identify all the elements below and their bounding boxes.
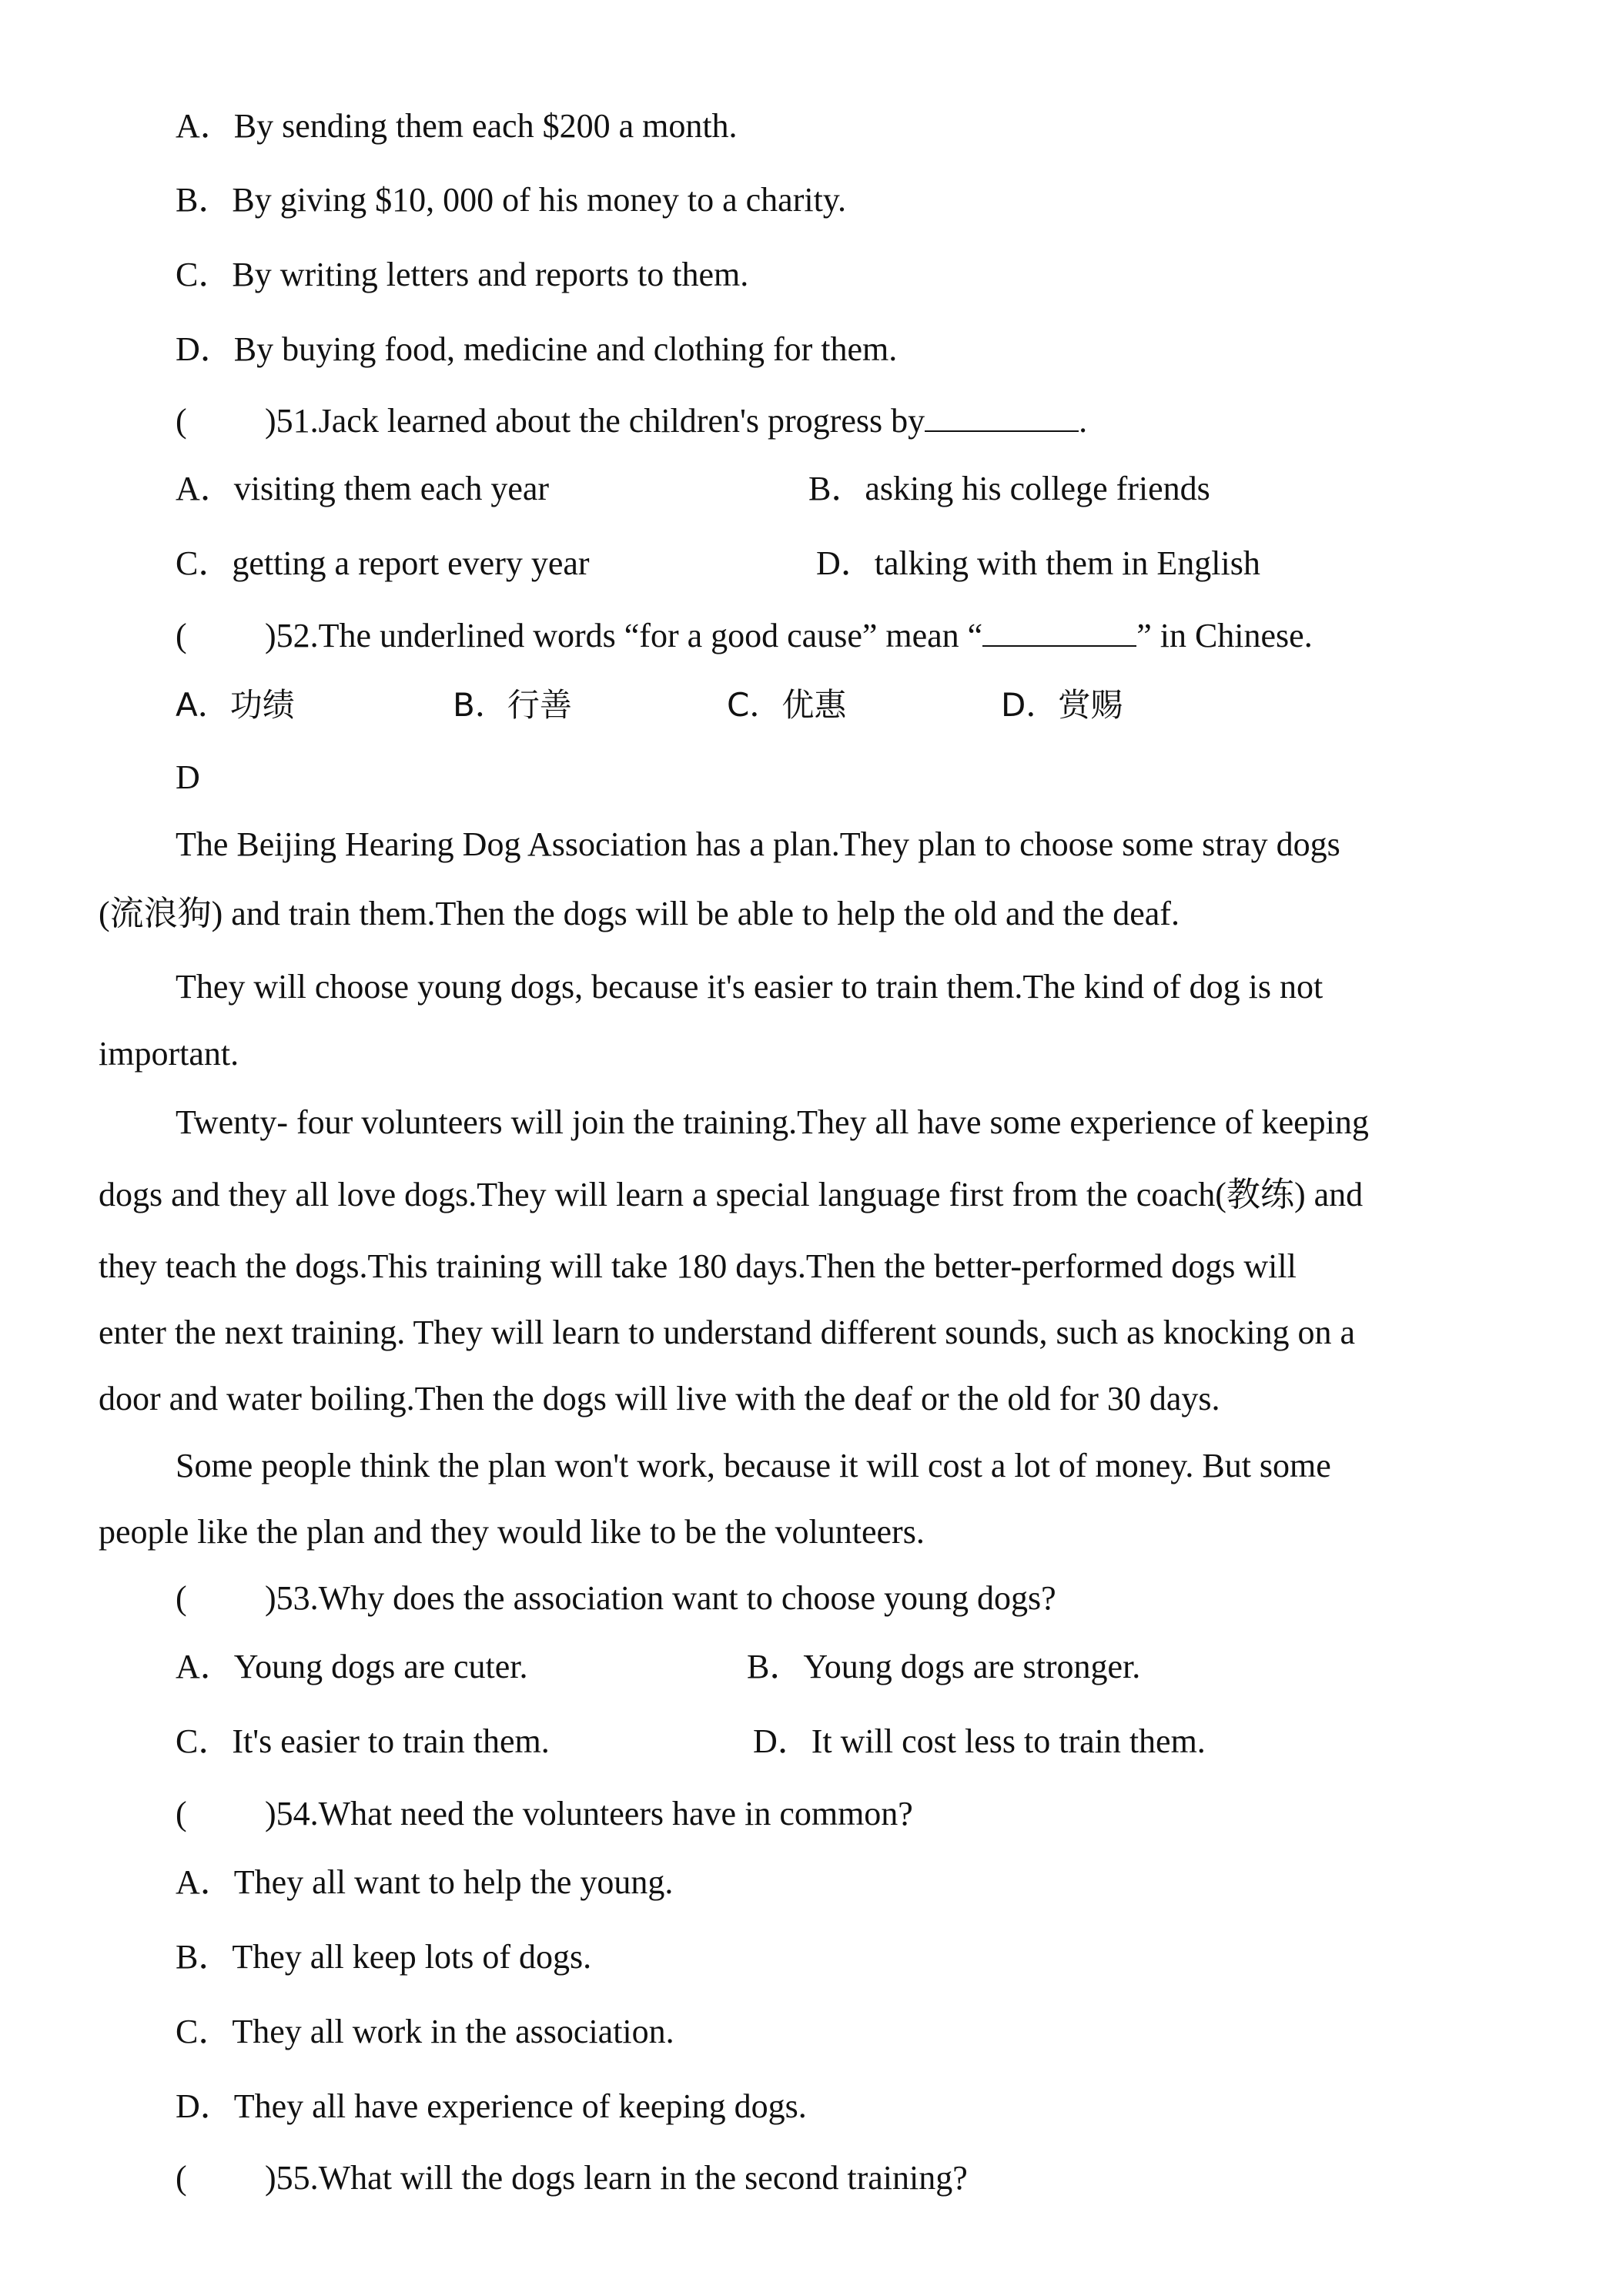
q53-option-d: D．It will cost less to train them. xyxy=(753,1722,1206,1760)
answer-blank xyxy=(982,619,1136,647)
q51-question xyxy=(176,398,1087,444)
q52-stem: )52.The underlined words “for a good cause” mean “ xyxy=(265,617,983,654)
answer-paren: ( xyxy=(176,1579,187,1617)
q50-option-c: C．By writing letters and reports to them. xyxy=(176,256,749,293)
q53-stem: )53.Why does the association want to choose young dogs? xyxy=(265,1579,1056,1617)
q54-option-b: B．They all keep lots of dogs. xyxy=(176,1938,592,1976)
passage-line: (流浪狗) and train them.Then the dogs will be able to help the old and the deaf. xyxy=(99,895,1180,932)
answer-paren: ( xyxy=(176,402,187,440)
passage-line: Twenty- four volunteers will join the training.They all have some experience of keeping xyxy=(176,1103,1369,1141)
q51-option-d: D．talking with them in English xyxy=(816,544,1260,582)
q52-stem-end: ” in Chinese. xyxy=(1136,617,1313,654)
q53-question xyxy=(176,1575,1056,1622)
q54-question xyxy=(176,1791,913,1837)
section-label: D xyxy=(176,758,200,796)
q55-stem: )55.What will the dogs learn in the second training? xyxy=(265,2159,968,2197)
q53-option-a: A．Young dogs are cuter. xyxy=(176,1648,528,1685)
q50-option-a: A．By sending them each $200 a month. xyxy=(176,107,738,145)
answer-paren: ( xyxy=(176,617,187,654)
passage-line: door and water boiling.Then the dogs will live with the deaf or the old for 30 days. xyxy=(99,1380,1220,1417)
passage-line: people like the plan and they would like to be the volunteers. xyxy=(99,1513,925,1551)
q53-option-b: B．Young dogs are stronger. xyxy=(747,1648,1141,1685)
passage-line: The Beijing Hearing Dog Association has a plan.They plan to choose some stray dogs xyxy=(176,825,1340,863)
passage-line: Some people think the plan won't work, because it will cost a lot of money. But some xyxy=(176,1447,1331,1484)
q52-option-c: C．优惠 xyxy=(727,686,847,724)
q52-question xyxy=(176,613,1313,659)
q54-option-d: D．They all have experience of keeping dogs. xyxy=(176,2087,807,2125)
q52-option-a: A．功绩 xyxy=(176,686,295,724)
q51-option-b: B．asking his college friends xyxy=(808,470,1210,507)
q51-stem: )51.Jack learned about the children's progress by xyxy=(265,402,925,440)
q54-option-c: C．They all work in the association. xyxy=(176,2013,674,2050)
passage-line: They will choose young dogs, because it's easier to train them.The kind of dog is not xyxy=(176,968,1323,1006)
q54-stem: )54.What need the volunteers have in common? xyxy=(265,1795,913,1832)
q54-option-a: A．They all want to help the young. xyxy=(176,1863,674,1901)
q51-option-c: C．getting a report every year xyxy=(176,544,590,582)
passage-line: important. xyxy=(99,1035,239,1073)
q53-option-c: C．It's easier to train them. xyxy=(176,1722,550,1760)
answer-blank xyxy=(925,404,1079,432)
q50-option-d: D．By buying food, medicine and clothing for them. xyxy=(176,330,898,368)
q51-stem-end: . xyxy=(1079,402,1088,440)
q50-option-b: B．By giving $10, 000 of his money to a charity. xyxy=(176,181,846,219)
passage-line: dogs and they all love dogs.They will learn a special language first from the coach(教练) and xyxy=(99,1176,1364,1213)
q52-option-d: D．赏赐 xyxy=(1001,686,1123,724)
q51-option-a: A．visiting them each year xyxy=(176,470,550,507)
passage-line: enter the next training. They will learn to understand different sounds, such as knocking on a xyxy=(99,1314,1356,1351)
answer-paren: ( xyxy=(176,2159,187,2197)
answer-paren: ( xyxy=(176,1795,187,1832)
q52-option-b: B．行善 xyxy=(453,686,572,724)
q55-question xyxy=(176,2155,968,2201)
passage-line: they teach the dogs.This training will take 180 days.Then the better-performed dogs will xyxy=(99,1247,1297,1285)
